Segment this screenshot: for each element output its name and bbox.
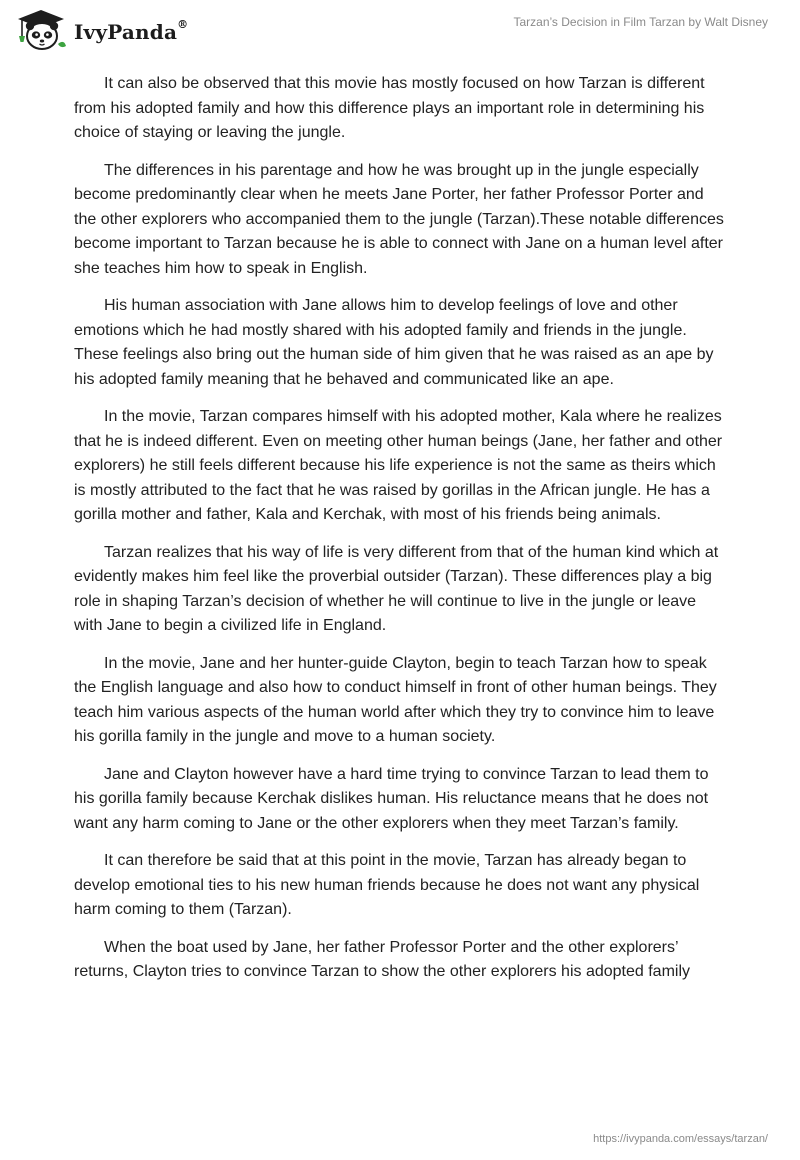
paragraph: Jane and Clayton however have a hard time trying to convince Tarzan to lead them to his gorilla family because Kerchak dislikes human. His reluctance means that he does not want any harm coming to Jane or the other explorers when they meet Tarzan’s family. [74,765,709,832]
ivypanda-logo[interactable] [14,8,188,54]
paragraph: It can also be observed that this movie has mostly focused on how Tarzan is different from his adopted family and how this difference plays an important role in determining his choice of staying or leaving the jungle. [74,75,705,141]
paragraph: Tarzan realizes that his way of life is very different from that of the human kind which at evidently makes him feel like the proverbial outsider (Tarzan). These differences play a big role in shaping Tarzan’s decision of whether he will continue to live in the jungle or leave with Jane to begin a civilized life in England. [74,543,719,634]
logo-wordmark [74,20,188,44]
paragraph: The differences in his parentage and how he was brought up in the jungle especially become predominantly clear when he meets Jane Porter, her father Professor Porter and the other explorers who accompanied them to the jungle (Tarzan).These notable differences become important to Tarzan because he is able to connect with Jane on a human level after she teaches him how to speak in English. [74,161,724,277]
source-url-link[interactable]: https://ivypanda.com/essays/tarzan/ [593,1133,768,1145]
paragraph: In the movie, Jane and her hunter-guide Clayton, begin to teach Tarzan how to speak the English language and also how to conduct himself in front of other human beings. They teach him various aspects of the human world after which they try to convince him to leave his gorilla family in the jungle and move to a human society. [74,654,717,745]
document-title: Tarzan’s Decision in Film Tarzan by Walt Disney [513,15,768,29]
logo-text: IvyPanda [74,20,178,44]
panda-graduation-cap-icon [14,8,68,54]
essay-body [74,72,726,998]
paragraph: His human association with Jane allows him to develop feelings of love and other emotions which he had mostly shared with his adopted family and friends in the jungle. These feelings also bring out the human side of him given that he was raised as an ape by his adopted family meaning that he behaved and communicated like an ape. [74,297,714,388]
page-header [0,0,800,60]
paragraph: In the movie, Tarzan compares himself with his adopted mother, Kala where he realizes that he is indeed different. Even on meeting other human beings (Jane, her father and other explorers) he still feels different because his life experience is not the same as theirs which is mostly attributed to the fact that he was raised by gorillas in the African jungle. He has a gorilla mother and father, Kala and Kerchak, with most of his friends being animals. [74,408,723,523]
paragraph: It can therefore be said that at this point in the movie, Tarzan has already began to develop emotional ties to his new human friends because he does not want any physical harm coming to them (Tarzan). [74,852,700,918]
paragraph: When the boat used by Jane, her father Professor Porter and the other explorers’ returns, Clayton tries to convince Tarzan to show the other explorers his adopted family [74,938,691,980]
registered-mark: ® [177,18,189,32]
